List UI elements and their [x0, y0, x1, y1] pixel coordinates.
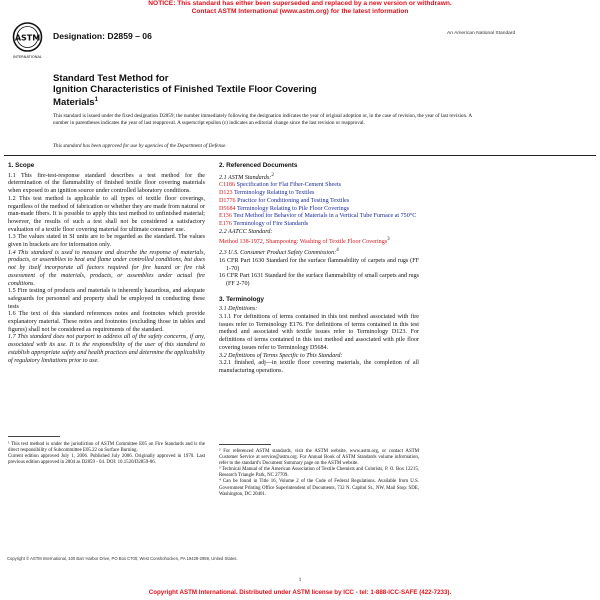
right-column — [219, 162, 419, 376]
copyright-line: Copyright © ASTM International, 100 Barr Harbor Drive, PO Box C700, West Conshohocken, PA 19428-2959, United States. — [7, 556, 238, 561]
footnote-1-edition: Current edition approved July 1, 2006. Published July 2006. Originally approved in 1970. Last previous edition approved in 2004 as D2859 - 04. DOI: 10.1520/D2859-06. — [8, 454, 205, 466]
scope-heading: 1. Scope — [8, 162, 35, 169]
para-1-3: 1.3 The values stated in SI units are to be regarded as the standard. The values given in brackets are for information only. — [8, 234, 205, 249]
footnote-3: ³ Technical Manual of the American Association of Textile Chemists and Colorists, P. O. Box 12215, Research Triangle Park, NC 27709. — [219, 467, 419, 479]
notice-line-2: Contact ASTM International (www.astm.org) for the latest information — [191, 8, 409, 15]
title-line-3: Materials$^1$ — [53, 97, 98, 109]
para-3-2: 3.2 Definitions of Terms Specific to This Standard: — [219, 352, 343, 359]
footnote-rule-right — [219, 444, 271, 445]
footnote-4: ⁴ Can be found in Title 16, Volume 2 of the Code of Federal Regulations. Available from U.S. Government Printing Office Superintendent of Documents, 732 N. Capitol St., NW, Mail Stop: SDE, Washington, DC 20401. — [219, 479, 419, 497]
para-3-2-1: 3.2.1 finished, adj—in textile floor covering materials, the completion of all manufacturing operations. — [219, 360, 419, 374]
left-footnotes — [8, 442, 205, 466]
section-divider — [4, 155, 596, 156]
title-line-1: Standard Test Method for — [53, 73, 169, 84]
reference-title: Test Method for Behavior of Materials in a Vertical Tube Furnace at 750°C — [231, 213, 417, 220]
title-line-2: Ignition Characteristics of Finished Textile Floor Covering — [53, 84, 317, 95]
reference-code-link[interactable]: E176 — [219, 220, 232, 227]
reference-item — [219, 213, 419, 221]
american-national-standard-label: An American National Standard — [447, 31, 516, 36]
footnote-2: ² For referenced ASTM standards, visit the ASTM website, www.astm.org, or contact ASTM Customer Service at service@astm.org. For Annual Book of ASTM Standards volume information, refer to the standard's Document Summary page on the ASTM website. — [219, 449, 419, 467]
reference-title: Specification for Flat Fiber-Cement Sheets — [235, 182, 342, 189]
reference-item — [219, 198, 419, 206]
referenced-documents-heading: 2. Referenced Documents — [219, 162, 298, 169]
page-number: 1 — [298, 578, 302, 583]
reference-code-link[interactable]: C1186 — [219, 182, 236, 189]
logo-subtext: INTERNATIONAL — [13, 55, 42, 59]
issuance-paragraph: This standard is issued under the fixed designation D2859; the number immediately following the designation indicates the year of original adoption or, in the case of revision, the year of last revision. A number in parentheses indicates the year of last reapproval. A superscript epsilon (ε) indicates an editorial change since the last revision or reapproval. — [53, 113, 472, 126]
notice-line-1: NOTICE: This standard has either been superseded and replaced by a new version or withdrawn. — [148, 0, 452, 7]
para-1-2: 1.2 This test method is applicable to all types of textile floor coverings, regardless of the method of fabrication or whether they are made from natural or man-made fibers. It is possible to apply this test method to unfinished material; however, the results of such a test shall not be considered a satisfactory evaluation of a textile floor covering material for ultimate consumer use. — [8, 195, 205, 233]
footnote-1: ¹ This test method is under the jurisdiction of ASTM Committee E05 on Fire Standards and is the direct responsibility of Subcommittee E05.22 on Surface Burning. — [8, 442, 205, 454]
astm-reference-list — [219, 182, 419, 228]
para-2-2: 2.2 AATCC Standard: — [219, 228, 273, 235]
aatcc-reference: Method 138-1972, Shampooing: Washing of Textile Floor Coverings$^3$ — [219, 236, 390, 246]
para-1-6: 1.6 The text of this standard references notes and footnotes which provide explanatory material. These notes and footnotes (excluding those in tables and figures) shall not be considered as requirements of the standard. — [8, 311, 205, 333]
dod-approval-note: This standard has been approved for use by agencies of the Department of Defense. — [53, 143, 227, 149]
logo-wordmark: ASTM — [14, 33, 41, 43]
reference-title: Practice for Conditioning and Testing Textiles — [235, 197, 350, 204]
reference-code-link[interactable]: D123 — [219, 190, 233, 197]
withdrawal-notice — [0, 0, 600, 16]
right-footnotes — [219, 449, 419, 498]
left-column — [8, 162, 205, 365]
cfr-1631: 16 CFR Part 1631 Standard for the surface flammability of small carpets and rugs (FF 2-70) — [219, 273, 419, 287]
reference-title: Terminology of Fire Standards — [231, 220, 309, 227]
para-1-4: 1.4 This standard is used to measure and describe the response of materials, products, or assemblies to heat and flame under controlled conditions, but does not by itself incorporate all factors required for fire hazard or fire risk assessment of the materials, products, or assemblies under actual fire conditions. — [8, 249, 205, 287]
footnote-rule — [8, 436, 60, 437]
para-3-1-1: 3.1.1 For definitions of terms contained in this test method associated with fire issues refer to Terminology E176. For definitions of terms contained in this test method and associated with textile issues refer to Terminology D123. For definitions of terms contained in this test method and associated with pile floor covering issues refer to Terminology D5684. — [219, 314, 419, 351]
para-2-3: 2.3 U.S. Consumer Product Safety Commission:$^4$ — [219, 247, 339, 257]
para-1-7: 1.7 This standard does not purport to address all of the safety concerns, if any, associated with its use. It is the responsibility of the user of this standard to establish appropriate safety and health practices and determine the applicability of regulatory limitations prior to use. — [8, 334, 205, 364]
para-1-1: 1.1 This fire-test-response standard describes a test method for the determination of the flammability of finished textile floor covering materials when exposed to an ignition source under controlled laboratory conditions. — [8, 172, 205, 195]
reference-title: Terminology Relating to Pile Floor Coverings — [235, 205, 350, 212]
reference-item — [219, 190, 419, 198]
designation: Designation: D2859 – 06 — [53, 31, 152, 41]
license-footer: Copyright ASTM International. Distributed under ASTM license by ICC - tel: 1-888-ICC-SAFE (422-7233). — [148, 589, 452, 596]
cfr-1630: 16 CFR Part 1630 Standard for the surface flammability of carpets and rugs (FF 1-70) — [219, 257, 419, 272]
terminology-heading: 3. Terminology — [219, 295, 264, 303]
para-1-5: 1.5 Fire testing of products and materials is inherently hazardous, and adequate safeguards for personnel and property shall be employed in conducting these tests — [8, 288, 205, 310]
astm-logo-icon — [11, 22, 44, 60]
reference-code-link[interactable]: E136 — [219, 213, 232, 220]
reference-item — [219, 221, 419, 229]
reference-item — [219, 182, 419, 190]
para-2-1: 2.1 ASTM Standards:$^2$ — [219, 171, 274, 181]
reference-code-link[interactable]: D1776 — [219, 197, 236, 204]
para-3-1: 3.1 Definitions: — [219, 306, 258, 313]
reference-code-link[interactable]: D5684 — [219, 205, 236, 212]
document-title — [53, 73, 473, 108]
reference-title: Terminology Relating to Textiles — [232, 190, 315, 197]
